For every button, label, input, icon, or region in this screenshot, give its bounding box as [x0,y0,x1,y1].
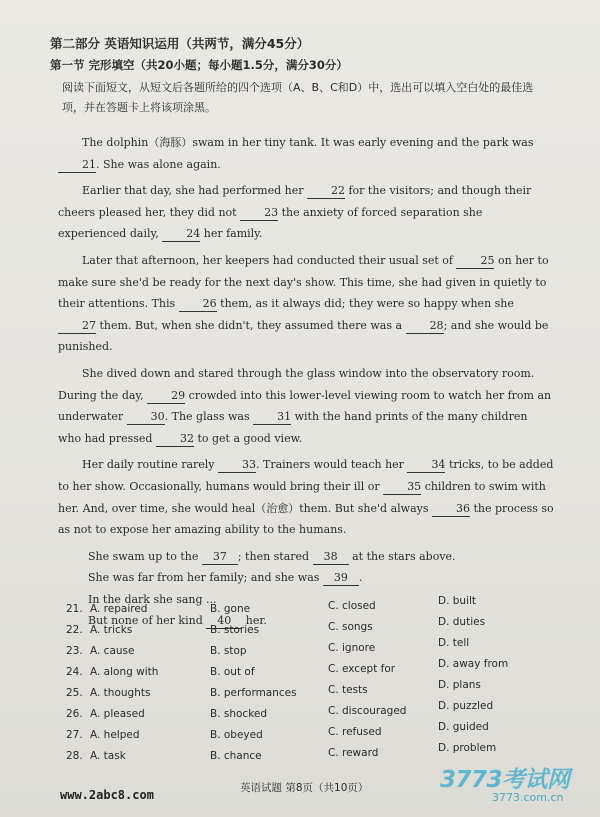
option-b: B. stop [210,645,247,657]
text: her family. [203,227,263,241]
question-number: 26. [66,708,83,720]
blank-22: 22 [307,184,345,199]
text: She dived down and stared through the glass window into the observatory room. During the day, [58,366,535,402]
logo-subtitle: 3773.com.cn [492,791,564,804]
site-url-watermark: www.2abc8.com [60,788,154,802]
text: Her daily routine rarely [82,458,215,472]
blank-23: 23 [240,206,278,221]
option-a: A. tricks [90,624,133,636]
section-title: 第一节 完形填空（共20小题；每小题1.5分，满分30分） [50,58,348,72]
blank-39: 39 [323,571,359,586]
option-c: C. tests [328,684,368,696]
option-a: A. along with [90,666,159,678]
text: But none of her kind [88,614,203,628]
text: She swam up to the [88,549,199,563]
text: She was far from her family; and she was [88,571,320,585]
cloze-passage [58,132,554,632]
blank-27: 27 [58,319,96,334]
option-d: D. puzzled [438,700,494,712]
text: . The glass was [164,410,250,424]
blank-30: 30 [127,410,165,425]
poem-line-3: In the dark she sang ... [88,592,217,606]
option-b: B. chance [210,750,262,762]
paragraph-2 [58,180,554,245]
blank-21: 21 [58,158,96,173]
blank-33: 33 [218,458,256,473]
option-b: B. obeyed [210,729,263,741]
question-number: 24. [66,666,83,678]
option-d: D. problem [438,742,497,754]
text: . Trainers would teach her [256,458,404,472]
option-d: D. away from [438,658,509,670]
blank-34: 34 [407,458,445,473]
paragraph-1 [58,132,554,175]
option-d: D. plans [438,679,481,691]
question-number: 28. [66,750,83,762]
blank-31: 31 [253,410,291,425]
text: crowded into this lower-level viewing room to watch her from an underwater [58,388,552,424]
option-a: A. task [90,750,126,762]
logo-title: 3773考试网 [440,767,570,793]
option-c: C. refused [328,726,382,738]
blank-25: 25 [456,254,494,269]
paragraph-4 [58,363,554,449]
blank-26: 26 [179,297,217,312]
text: them. But, when she didn't, they assumed there was a [99,318,403,332]
blank-37: 37 [202,550,238,565]
option-b: B. performances [210,687,297,699]
text: with the hand prints of the many children who had pressed [58,410,528,445]
question-number: 22. [66,624,83,636]
blank-35: 35 [383,480,421,495]
question-number: 23. [66,645,83,657]
option-c: C. except for [328,663,396,675]
text: children to swim with her. And, over time, she would heal（治愈）them. But she'd always [58,479,546,515]
question-number: 27. [66,729,83,741]
part-title: 第二部分 英语知识运用（共两节，满分45分） [50,36,310,51]
option-b: B. out of [210,666,255,678]
blank-32: 32 [156,432,194,447]
text: on her to make sure she'd be ready for the next day's show. This time, she had given in quietly to their attentions. This [58,253,549,311]
blank-38: 38 [313,550,349,565]
option-c: C. discouraged [328,705,407,717]
poem-line-2 [58,567,554,589]
question-number: 21. [66,603,83,615]
option-a: A. helped [90,729,140,741]
option-a: A. repaired [90,603,148,615]
option-b: B. stories [210,624,260,636]
text: . [358,571,363,585]
paragraph-3 [58,250,554,358]
site-logo [440,761,590,811]
text: to get a good view. [197,431,303,445]
text: . She was alone again. [96,157,221,171]
text: The dolphin（海豚）swam in her tiny tank. It was early evening and the park was [82,136,534,149]
option-d: D. guided [438,721,489,733]
blank-28: 28 [406,319,444,334]
question-number: 25. [66,687,83,699]
option-b: B. gone [210,603,251,615]
text: them, as it always did; they were so happy when she [220,297,514,311]
option-a: A. cause [90,645,135,657]
text: Later that afternoon, her keepers had conducted their usual set of [82,253,453,267]
instructions: 阅读下面短文，从短文后各题所给的四个选项（A、B、C和D）中，选出可以填入空白处的最佳选项，并在答题卡上将该项涂黑。 [62,81,534,114]
blank-29: 29 [147,389,185,404]
option-d: D. tell [438,637,470,649]
paragraph-5 [58,454,554,540]
blank-24: 24 [162,227,200,242]
text: ; and she would be punished. [58,318,549,354]
text: the anxiety of forced separation she experienced daily, [58,205,483,241]
text: tricks, to be added to her show. Occasionally, humans would bring their ill or [58,458,554,493]
poem-line-1 [58,546,554,568]
option-c: C. closed [328,600,376,612]
option-c: C. ignore [328,642,376,654]
option-c: C. reward [328,747,379,759]
text: at the stars above. [352,549,456,563]
blank-36: 36 [432,502,470,517]
option-d: D. built [438,595,477,607]
page-number: 英语试题 第8页（共10页） [240,782,369,794]
text: her. [245,614,267,628]
option-c: C. songs [328,621,373,633]
text: Earlier that day, she had performed her [82,184,304,198]
text: for the visitors; and though their cheers pleased her, they did not [58,184,532,219]
option-b: B. shocked [210,708,268,720]
text: ; then stared [237,549,310,563]
blank-40: 40 [206,614,242,629]
option-a: A. thoughts [90,687,151,699]
text: the process so as not to expose her amazing ability to the humans. [58,501,554,537]
option-a: A. pleased [90,708,145,720]
option-d: D. duties [438,616,486,628]
